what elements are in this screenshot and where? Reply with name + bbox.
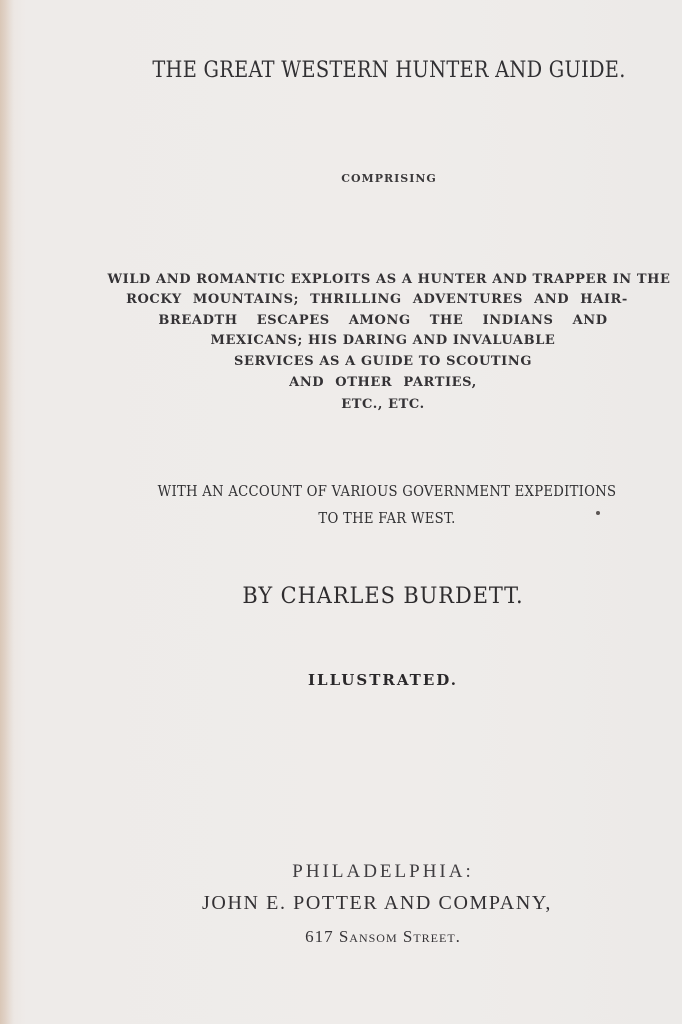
account-line: TO THE FAR WEST. bbox=[318, 509, 456, 527]
illustrated-label: ILLUSTRATED. bbox=[308, 671, 458, 689]
imprint-city: PHILADELPHIA: bbox=[292, 861, 474, 882]
description-line: SERVICES AS A GUIDE TO SCOUTING bbox=[233, 354, 533, 369]
book-title: THE GREAT WESTERN HUNTER AND GUIDE. bbox=[152, 58, 626, 83]
page-gutter-shadow bbox=[0, 0, 14, 1024]
description-line: BREADTH ESCAPES AMONG THE INDIANS AND bbox=[158, 313, 608, 328]
imprint-publisher: JOHN E. POTTER AND COMPANY, bbox=[202, 892, 552, 914]
paper-speck bbox=[596, 511, 600, 515]
description-line: MEXICANS; HIS DARING AND INVALUABLE bbox=[210, 333, 556, 348]
imprint-address: 617 Sansom Street. bbox=[305, 927, 461, 946]
description-line: ETC., ETC. bbox=[341, 397, 425, 412]
description-line: WILD AND ROMANTIC EXPLOITS AS A HUNTER AND TRAPPER IN THE bbox=[107, 272, 671, 287]
author-line: BY CHARLES BURDETT. bbox=[242, 584, 524, 609]
description-line: AND OTHER PARTIES, bbox=[289, 375, 477, 390]
description-line: ROCKY MOUNTAINS; THRILLING ADVENTURES AND HAIR- bbox=[126, 292, 628, 307]
account-line: WITH AN ACCOUNT OF VARIOUS GOVERNMENT EXPEDITIONS bbox=[157, 482, 617, 500]
comprising-label: COMPRISING bbox=[341, 172, 437, 185]
